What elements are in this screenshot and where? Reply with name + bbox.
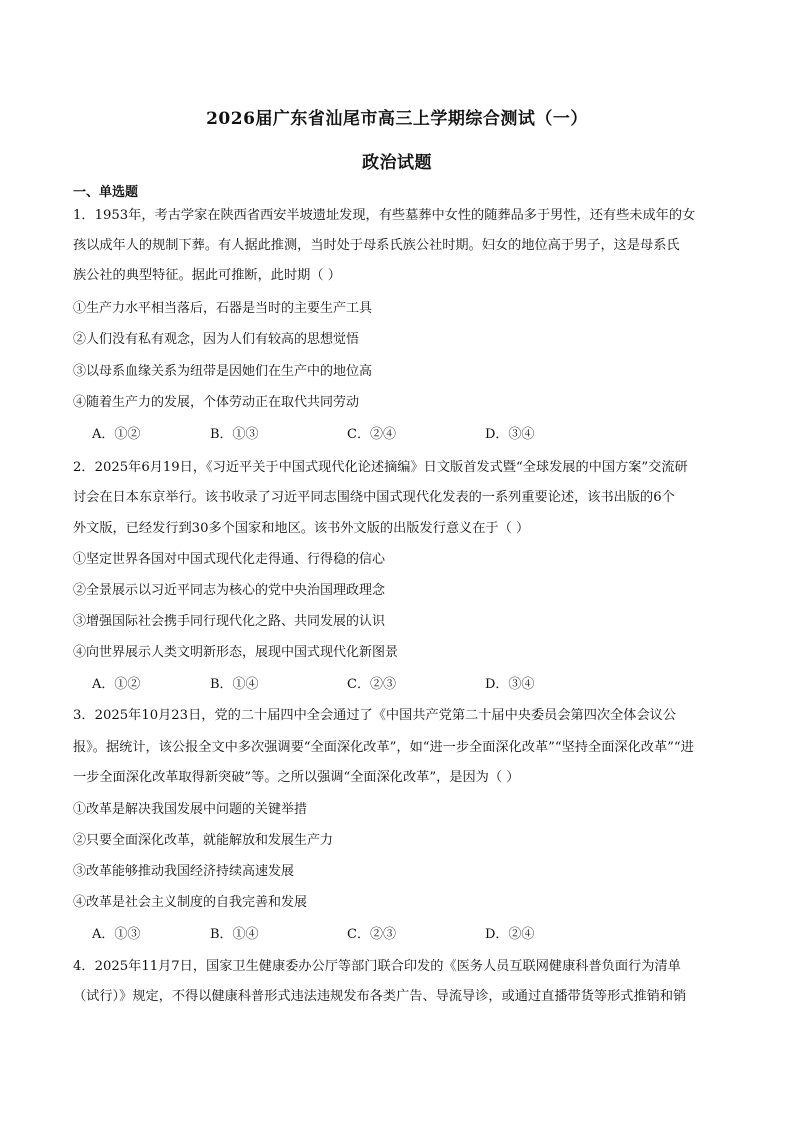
question-1-choice-a: A．①② xyxy=(92,427,141,442)
question-3-text-line-3: 一步全面深化改革取得新突破”等。之所以强调“全面深化改革”，是因为（ ） xyxy=(73,770,520,785)
question-2-choice-a: A．①② xyxy=(92,677,141,692)
question-2-statement-2: ②全景展示以习近平同志为核心的党中央治国理政理念 xyxy=(73,583,386,598)
question-3-statement-4: ④改革是社会主义制度的自我完善和发展 xyxy=(73,895,308,910)
question-1-choice-b: B．①③ xyxy=(210,427,259,442)
question-2-choice-b: B．①④ xyxy=(210,677,259,692)
question-1-statement-3: ③以母系血缘关系为纽带是因她们在生产中的地位高 xyxy=(73,364,373,379)
question-2-text-line-3: 外文版，已经发行到30多个国家和地区。该书外文版的出版发行意义在于（ ） xyxy=(73,521,530,536)
question-3-statement-1: ①改革是解决我国发展中问题的关键举措 xyxy=(73,802,308,817)
question-1-choice-d: D．③④ xyxy=(485,427,535,442)
document-subtitle: 政治试题 xyxy=(362,153,432,173)
question-3-choice-a: A．①③ xyxy=(92,927,141,942)
question-2-text-line-1: 2．2025年6月19日，《习近平关于中国式现代化论述摘编》日文版首发式暨“全球发展的中国方案”交流研 xyxy=(73,460,688,475)
question-2-statement-4: ④向世界展示人类文明新形态，展现中国式现代化新图景 xyxy=(73,645,399,660)
question-4-text-line-1: 4．2025年11月7日，国家卫生健康委办公厅等部门联合印发的《医务人员互联网健康科普负面行为清单 xyxy=(73,959,681,974)
question-3-statement-3: ③改革能够推动我国经济持续高速发展 xyxy=(73,864,295,879)
question-1-statement-4: ④随着生产力的发展，个体劳动正在取代共同劳动 xyxy=(73,395,360,410)
question-3-text-line-1: 3．2025年10月23日，党的二十届四中全会通过了《中国共产党第二十届中央委员会第四次全体会议公 xyxy=(73,708,677,723)
document-title: 2026届广东省汕尾市高三上学期综合测试（一） xyxy=(206,109,588,129)
question-1-statement-2: ②人们没有私有观念，因为人们有较高的思想觉悟 xyxy=(73,332,360,347)
question-1-text-line-1: 1．1953年，考古学家在陕西省西安半坡遗址发现，有些墓葬中女性的随葬品多于男性，还有些未成年的女 xyxy=(73,208,696,223)
question-1-text-line-3: 族公社的典型特征。据此可推断，此时期（ ） xyxy=(73,268,341,283)
question-1-choice-c: C．②④ xyxy=(347,427,396,442)
question-2-statement-3: ③增强国际社会携手同行现代化之路、共同发展的认识 xyxy=(73,614,386,629)
question-3-statement-2: ②只要全面深化改革，就能解放和发展生产力 xyxy=(73,833,334,848)
question-2-choice-d: D．③④ xyxy=(485,677,535,692)
question-1-text-line-2: 孩以成年人的规制下葬。有人据此推测，当时处于母系氏族公社时期。妇女的地位高于男子，这是母系氏 xyxy=(73,238,680,253)
question-4-text-line-2: （试行）》规定，不得以健康科普形式违法违规发布各类广告、导流导诊，或通过直播带货等形式推销和销 xyxy=(73,989,687,1004)
question-3-choice-b: B．①④ xyxy=(210,927,259,942)
question-1-statement-1: ①生产力水平相当落后，石器是当时的主要生产工具 xyxy=(73,301,373,316)
question-3-text-line-2: 报》。据统计，该公报全文中多次强调要“全面深化改革”，如“进一步全面深化改革”“坚持全面深化改革”“进 xyxy=(73,740,694,755)
question-3-choice-d: D．②④ xyxy=(485,927,535,942)
question-2-statement-1: ①坚定世界各国对中国式现代化走得通、行得稳的信心 xyxy=(73,552,386,567)
question-2-choice-c: C．②③ xyxy=(347,677,396,692)
question-3-choice-c: C．②③ xyxy=(347,927,396,942)
question-2-text-line-2: 讨会在日本东京举行。该书收录了习近平同志围绕中国式现代化发表的一系列重要论述，该书出版的6个 xyxy=(73,490,675,505)
section-heading: 一、单选题 xyxy=(73,185,139,200)
